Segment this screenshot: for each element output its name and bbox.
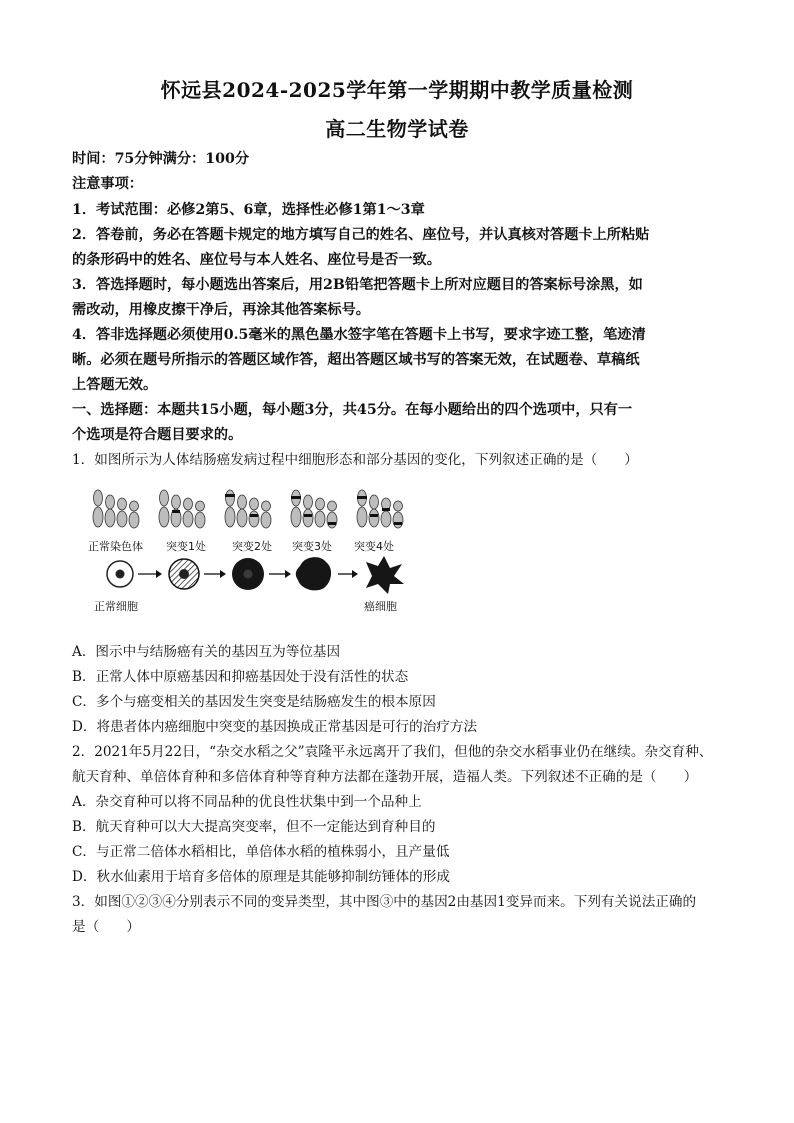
dark-cell bbox=[232, 558, 264, 590]
question-3-stem: 是（ ） bbox=[72, 919, 140, 935]
question-2-option-b: B．航天育种可以大大提高突变率，但不一定能达到育种目的 bbox=[72, 819, 436, 835]
arrow-icon bbox=[269, 570, 291, 578]
question-2-stem: 航天育种、单倍体育种和多倍体育种等育种方法都在蓬勃开展，造福人类。下列叙述不正确的是（ ） bbox=[72, 769, 698, 785]
question-1-option-d: D．将患者体内癌细胞中突变的基因换成正常基因是可行的治疗方法 bbox=[72, 719, 478, 735]
figure-label-normal-cell: 正常细胞 bbox=[94, 600, 138, 613]
time-score-line: 时间：75分钟满分：100分 bbox=[72, 151, 250, 167]
figure-label-cancer-cell: 癌细胞 bbox=[364, 600, 397, 613]
figure-label-mutation-2: 突变2处 bbox=[232, 540, 272, 553]
notice-line: 3．答选择题时，每小题选出答案后，用2B铅笔把答题卡上所对应题目的答案标号涂黑，如 bbox=[72, 277, 643, 293]
question-3-stem: 3．如图①②③④分别表示不同的变异类型，其中图③中的基因2由基因1变异而来。下列有关说法正确的 bbox=[72, 894, 697, 910]
notice-line: 2．答卷前，务必在答题卡规定的地方填写自己的姓名、座位号，并认真核对答题卡上所粘贴 bbox=[72, 227, 650, 243]
figure-label-mutation-3: 突变3处 bbox=[292, 540, 332, 553]
exam-title: 怀远县2024-2025学年第一学期期中教学质量检测 bbox=[160, 78, 634, 102]
arrow-icon bbox=[204, 570, 226, 578]
question-1-option-c: C．多个与癌变相关的基因发生突变是结肠癌发生的根本原因 bbox=[72, 694, 436, 710]
section-heading: 个选项是符合题目要求的。 bbox=[72, 427, 243, 443]
chromosome-group-normal bbox=[93, 490, 139, 528]
chromosome-group-mutation-3 bbox=[291, 490, 337, 528]
notice-line: 1．考试范围：必修2第5、6章，选择性必修1第1～3章 bbox=[72, 202, 425, 218]
cancer-cell bbox=[366, 556, 404, 594]
chromosome-group-mutation-2 bbox=[225, 490, 271, 528]
section-heading: 一、选择题：本题共15小题，每小题3分，共45分。在每小题给出的四个选项中，只有一 bbox=[72, 402, 633, 418]
question-2-option-c: C．与正常二倍体水稻相比，单倍体水稻的植株弱小，且产量低 bbox=[72, 844, 450, 860]
question-1-option-a: A．图示中与结肠癌有关的基因互为等位基因 bbox=[72, 644, 341, 660]
notice-line: 需改动，用橡皮擦干净后，再涂其他答案标号。 bbox=[72, 302, 370, 318]
hatched-cell bbox=[169, 559, 199, 589]
question-2-option-a: A．杂交育种可以将不同品种的优良性状集中到一个品种上 bbox=[72, 794, 422, 810]
arrow-icon bbox=[338, 570, 358, 578]
notice-line: 的条形码中的姓名、座位号与本人姓名、座位号是否一致。 bbox=[72, 252, 441, 268]
notice-line: 上答题无效。 bbox=[72, 377, 158, 393]
chromosome-group-mutation-1 bbox=[159, 490, 205, 528]
question-1-stem: 1．如图所示为人体结肠癌发病过程中细胞形态和部分基因的变化，下列叙述正确的是（ ） bbox=[72, 452, 638, 468]
chromosome-group-mutation-4 bbox=[357, 490, 403, 528]
question-2-option-d: D．秋水仙素用于培育多倍体的原理是其能够抑制纺锤体的形成 bbox=[72, 869, 450, 885]
notice-line: 4．答非选择题必须使用0.5毫米的黑色墨水签字笔在答题卡上书写，要求字迹工整，笔迹清 bbox=[72, 327, 646, 343]
exam-subtitle: 高二生物学试卷 bbox=[325, 117, 469, 141]
notice-line: 晰。必须在题号所指示的答题区域作答，超出答题区域书写的答案无效，在试题卷、草稿纸 bbox=[72, 352, 640, 368]
figure-label-mutation-4: 突变4处 bbox=[354, 540, 394, 553]
arrow-icon bbox=[138, 570, 162, 578]
figure-label-mutation-1: 突变1处 bbox=[166, 540, 206, 553]
figure-label-normal-chromosome: 正常染色体 bbox=[88, 540, 143, 553]
colon-cancer-figure bbox=[88, 484, 418, 616]
question-1-option-b: B．正常人体中原癌基因和抑癌基因处于没有活性的状态 bbox=[72, 669, 409, 685]
normal-cell bbox=[107, 561, 133, 587]
question-2-stem: 2．2021年5月22日，“杂交水稻之父”袁隆平永远离开了我们，但他的杂交水稻事业仍在继续。杂交育种、 bbox=[72, 744, 713, 760]
notice-heading: 注意事项： bbox=[72, 176, 143, 192]
irregular-cell bbox=[296, 557, 331, 590]
